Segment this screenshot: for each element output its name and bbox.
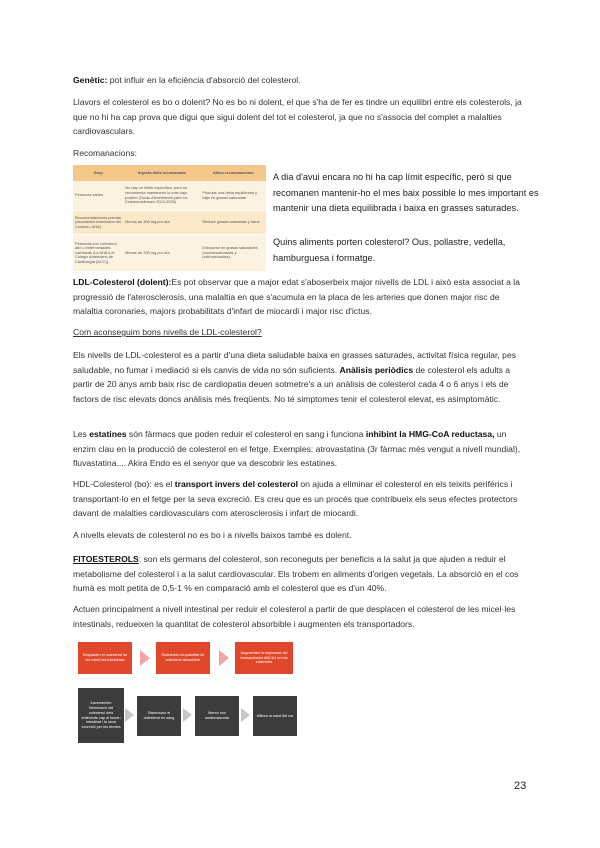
table-row (73, 211, 266, 235)
levels-note: A nivells elevats de colesterol no es bo i a nivells baixos també es dolent. (73, 530, 352, 540)
table-header-cell: Altres recomanacions (200, 165, 266, 181)
hdl-text: HDL-Colesterol (bo): es el (73, 479, 175, 489)
diagram-step-displace: Desplacen el colesterol de les micel·les intestinals (78, 642, 132, 674)
diagram-step-abca1: Augmenten la expressió del transportador ABCA1 en els enterócits (235, 642, 293, 674)
ldl-question-heading: Com aconseguim bons nivells de LDL-colesterol? (73, 327, 262, 337)
arrow-right-icon (219, 650, 229, 666)
table-cell: Priorizar una dieta equilibrada y baja en grasas saturadas (200, 181, 266, 211)
table-cell: Menos de 200 mg por día (123, 235, 200, 272)
diagram-step-reduce: Redueixen la quantitat de colesterol absorbible (156, 642, 210, 674)
recommendations-heading: Recomanacions: (73, 148, 138, 158)
statins-paragraph (73, 427, 528, 471)
table-header-cell: Ingesta dieta recomanada (123, 165, 200, 181)
periodic-analysis-label: Anàlisis periòdics (339, 364, 414, 375)
arrow-right-icon (183, 708, 192, 722)
genetic-paragraph (73, 73, 528, 88)
arrow-right-icon (125, 708, 134, 722)
table-cell: No hay un límite específico, pero se recomienda mantenerlo lo más bajo posible (Guías Alimentarias para los Estadounidenses 2020-2025) (123, 181, 200, 211)
statins-text: Les (73, 429, 90, 439)
statins-text-3: un enzim clau en la producció de colesterol en el fetge. Exemples: atrovastatina (3r fàrmac més vengut a nivell mundial), fluvastatina.... Akira Endo es el senyor que va descobrir les estatines. (73, 429, 521, 469)
arrow-right-icon (241, 708, 250, 722)
table-cell: Enfocarse en grasas saludables (monoinsaturadas y poliinsaturadas). (200, 235, 266, 272)
side-text-foods: Quins aliments porten colesterol? Ous, pollastre, vedella, hamburguesa i formatge. (273, 237, 506, 263)
statins-text-2: són fàrmacs que poden reduir el colesterol en sang i funciona (126, 429, 366, 439)
table-cell: Personas con colesterol alto o enfermedades cardíacas (La AHA y el Colegio Americano de Cardiología (ACC)) (73, 235, 123, 272)
ldl-answer-paragraph (73, 348, 528, 406)
side-text-limit: A dia d'avui encara no hi ha cap límit específic, però si que recomanen mantenir-ho el mes baix possible lo mes important es mantenir una dieta equilibrada i baixa en grasses saturades. (273, 172, 539, 214)
genetic-label: Genètic: (73, 75, 108, 85)
table-cell: Recomendaciones previas (Asociación Americana del Corazón, AHA) (73, 211, 123, 235)
intro-paragraph: Llavors el colesterol es bo o dolent? No es bo ni dolent, el que s'ha de fer es tindre un equilibri entre els colesterols, ja que no hi ha cap prova que digui que sigui dolent del tot el colesterol, ja que no s'associa del complet a malalties cardiovasculars. (73, 97, 522, 137)
action-paragraph: Actuen principalment a nivell intestinal per reduir el colesterol a partir de que desplacen el colesterol de les micel·les intestinals, redueixen la quantitat de colesterol absorbible i augmenten els transportadors. (73, 604, 516, 629)
page-number: 23 (514, 780, 527, 792)
ldl-text: Es pot observar que a major edat s'aboserbeix major nivells de LDL i això esta associat a la progressió de l'aterosclerosis, una malaltia en que s'acumula en la placa de les arteries que donen major risc de malaltia coronaries, majors probabilitats d'infart de miocardi i major risc d'ictus. (73, 277, 520, 317)
table-row (73, 235, 266, 272)
genetic-text: pot influir en la eficiència d'absorció del colesterol. (107, 75, 301, 85)
phytosterols-label: FITOESTEROLS (73, 554, 139, 564)
table-row (73, 181, 266, 211)
ldl-answer-text: Els nivells de LDL-colesterol es a partir d'una dieta saludable baixa en grasses saturades, activitat física regular, pes saludable, no fumar i mediació si els canvis de vida no són suficients. (73, 350, 517, 375)
ldl-paragraph (73, 275, 528, 319)
table-header-cell: Grup (73, 165, 123, 181)
hdl-paragraph (73, 477, 528, 521)
reverse-transport-label: transport invers del colesterol (174, 479, 298, 489)
diagram-step-blood-cholesterol: Disminueix el colesterol en sang (137, 696, 181, 736)
statins-label: estatines (89, 429, 127, 439)
hmg-coa-label: inhibint la HMG-CoA reductasa, (365, 429, 495, 439)
table-header-row (73, 165, 266, 181)
diagram-step-elimination: Incrementen l'eliminació del colesterol dels enterócits cap al lumen intestinal i la seva excreció per les femtes (78, 688, 124, 743)
diagram-step-heart-health: Millora la salut del cor (253, 696, 297, 736)
phytosterols-paragraph (73, 552, 528, 596)
recommendations-table (73, 165, 266, 272)
table-cell: Menos de 300 mg por día (123, 211, 200, 235)
diagram-step-lower-risk: Menor risc cardiovascular (195, 696, 239, 736)
table-cell: Persones sanes (73, 181, 123, 211)
table-cell: Reducir grasas saturadas y trans. (200, 211, 266, 235)
phytosterols-text: : son els germans del colesterol, son reconeguts per beneficis a la salut ja que ajuden a reduir el metabolisme del colesterol i a la salut cardiovascular. Els trobem en aliments d'origen vegetals. La absorció en el cos humà es molt petita de 0,5-1 % en comparació amb el colesterol que es d'un 40%. (73, 554, 519, 594)
arrow-right-icon (140, 650, 150, 666)
ldl-answer-text-2: de colesterol els adults a partir de 20 anys amb baix risc de cardiopatia deuen sotmetre's a un anàlisis de colesterol cada 4 o 6 anys i els de factors de risc elevats doncs anàlisis més freqüents. No té simptomes tenir el colesterol elevat, es asimptomàtic. (73, 364, 511, 404)
ldl-label: LDL-Colesterol (dolent): (73, 277, 172, 287)
hdl-text-2: on ajuda a eliminar el colesterol en els teixits perifèrics i transportant-lo en el fetge per la seva excreció. Es creu que es un procés que contribueix els seus efectes protectors davant de malalties cardiovasculars com aterosclerosis i infart de miocardi. (73, 479, 518, 519)
